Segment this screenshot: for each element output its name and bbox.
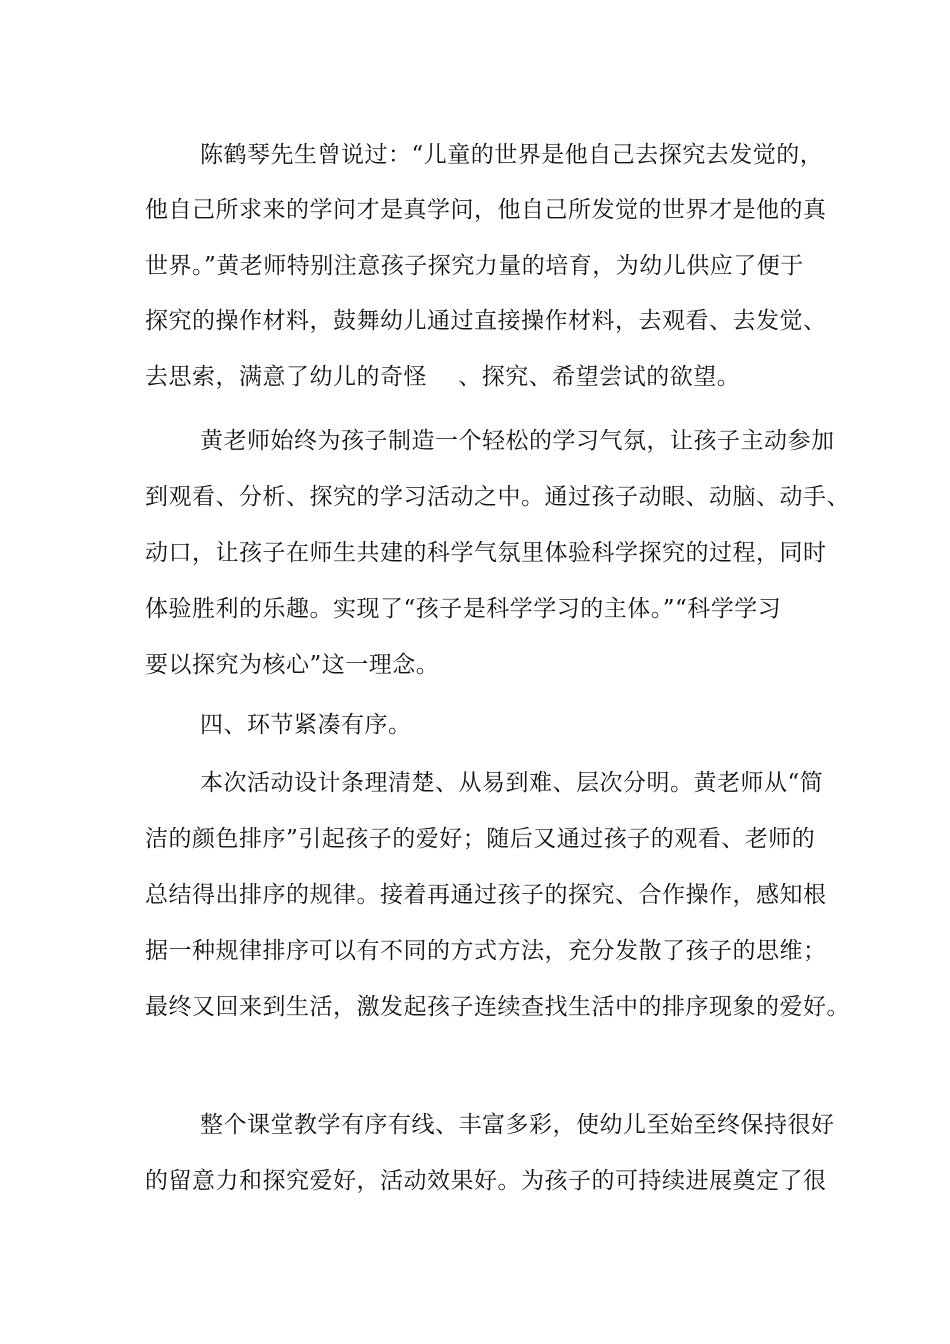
- text-line: 本次活动设计条理清楚、从易到难、层次分明。黄老师从“简: [200, 770, 824, 796]
- text-line: 整个课堂教学有序有线、丰富多彩，使幼儿至始至终保持很好: [200, 1112, 835, 1138]
- text-line: 的留意力和探究爱好，活动效果好。为孩子的可持续进展奠定了很: [145, 1168, 827, 1194]
- text-line: 探究的操作材料，鼓舞幼儿通过直接操作材料，去观看、去发觉、: [145, 308, 827, 334]
- text-line: 体验胜利的乐趣。实现了“孩子是科学学习的主体。”“科学学习: [145, 596, 782, 622]
- text-line: 总结得出排序的规律。接着再通过孩子的探究、合作操作，感知根: [145, 882, 827, 908]
- text-line: 要以探究为核心”这一理念。: [145, 652, 440, 678]
- text-line: 陈鹤琴先生曾说过：“儿童的世界是他自己去探究去发觉的，: [200, 142, 824, 168]
- text-line: 动口，让孩子在师生共建的科学气氛里体验科学探究的过程，同时: [145, 540, 827, 566]
- text-line: 他自己所求来的学问才是真学问，他自己所发觉的世界才是他的真: [145, 197, 827, 223]
- text-line: 洁的颜色排序”引起孩子的爱好；随后又通过孩子的观看、老师的: [145, 826, 816, 852]
- text-line: 世界。”黄老师特别注意孩子探究力量的培育，为幼儿供应了便于: [145, 253, 804, 279]
- text-line: 到观看、分析、探究的学习活动之中。通过孩子动眼、动脑、动手、: [145, 484, 850, 510]
- text-line: 最终又回来到生活，激发起孩子连续查找生活中的排序现象的爱好。: [145, 994, 850, 1020]
- text-line: 据一种规律排序可以有不同的方式方法，充分发散了孩子的思维；: [145, 938, 827, 964]
- section-heading: 四、环节紧凑有序。: [200, 712, 412, 738]
- text-line: 去思索，满意了幼儿的奇怪 、探究、希望尝试的欲望。: [145, 364, 741, 390]
- text-line: 黄老师始终为孩子制造一个轻松的学习气氛，让孩子主动参加: [200, 428, 835, 454]
